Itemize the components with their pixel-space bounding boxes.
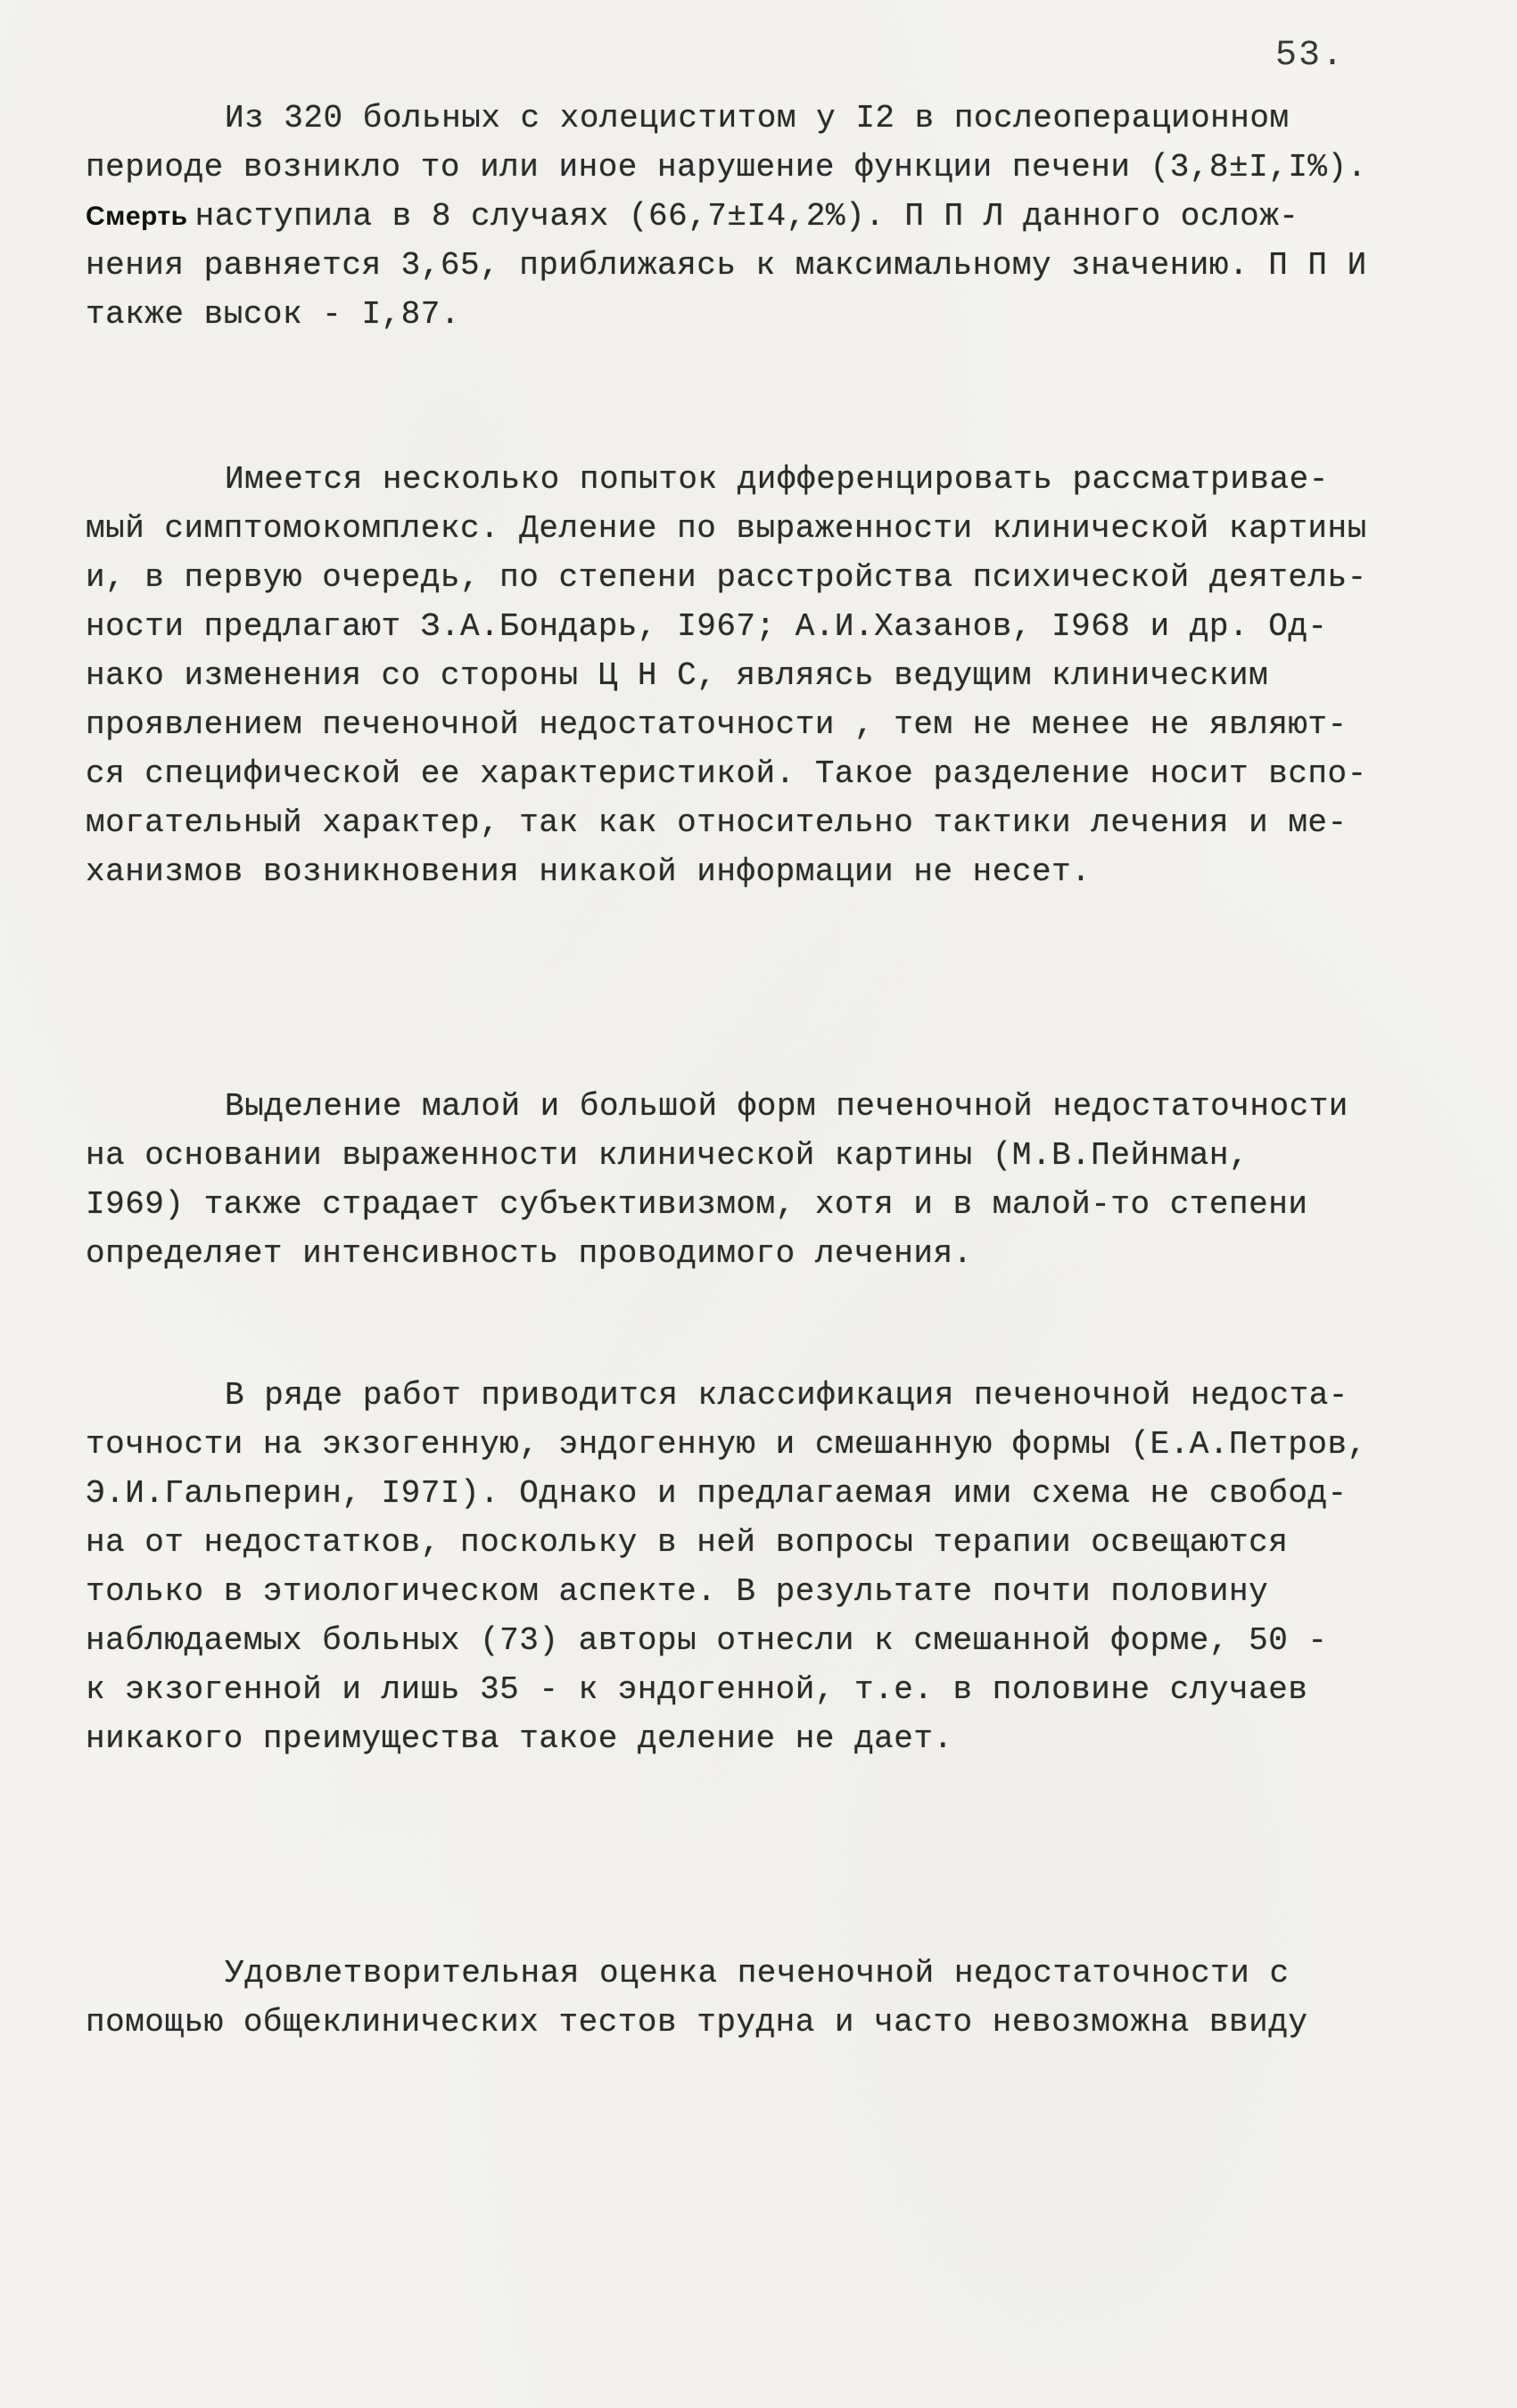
- text-line: Удовлетворительная оценка печеночной недостаточности с: [225, 1955, 1290, 1992]
- text-line: Э.И.Гальперин, I97I). Однако и предлагаемая ими схема не свобод-: [86, 1475, 1348, 1512]
- text-line: проявлением печеночной недостаточности , тем не менее не являют-: [86, 706, 1348, 743]
- text-line: и, в первую очередь, по степени расстройства психической деятель-: [86, 559, 1367, 596]
- text-line: точности на экзогенную, эндогенную и смешанную формы (Е.А.Петров,: [86, 1426, 1367, 1463]
- text-line: на основании выраженности клинической картины (М.В.Пейнман,: [86, 1137, 1249, 1174]
- text-line: на от недостатков, поскольку в ней вопросы терапии освещаются: [86, 1524, 1289, 1561]
- text-line: мый симптомокомплекс. Деление по выраженности клинической картины: [86, 510, 1367, 547]
- text-line: Имеется несколько попыток дифференцировать рассматривае-: [225, 461, 1329, 498]
- text-line: ханизмов возникновения никакой информации не несет.: [86, 854, 1092, 890]
- text-line: также высок - I,87.: [86, 296, 460, 333]
- text-line-content: наступила в 8 случаях (66,7±I4,2%). П П Л данного ослож-: [194, 198, 1299, 235]
- paragraph-5: [86, 1949, 1432, 2047]
- text-line: В ряде работ приводится классификация печеночной недоста-: [225, 1377, 1348, 1414]
- text-line: помощью общеклинических тестов трудна и часто невозможна ввиду: [86, 2004, 1308, 2041]
- text-line: только в этиологическом аспекте. В результате почти половину: [86, 1573, 1269, 1610]
- text-line: периоде возникло то или иное нарушение функции печени (3,8±I,I%).: [86, 149, 1367, 186]
- text-line: [86, 192, 1432, 241]
- text-line: определяет интенсивность проводимого лечения.: [86, 1235, 973, 1272]
- text-line: к экзогенной и лишь 35 - к эндогенной, т.е. в половине случаев: [86, 1671, 1308, 1708]
- text-line: ности предлагают З.А.Бондарь, I967; А.И.Хазанов, I968 и др. Од-: [86, 608, 1328, 645]
- text-line: Из 320 больных с холециститом у I2 в послеоперационном: [225, 100, 1290, 136]
- page-number: 53.: [1275, 36, 1346, 76]
- text-line: ся специфической ее характеристикой. Такое разделение носит вспо-: [86, 755, 1367, 792]
- paragraph-4: [86, 1371, 1432, 1763]
- text-line: нения равняется 3,65, приближаясь к максимальному значению. П П И: [86, 247, 1367, 284]
- text-line: I969) также страдает субъективизмом, хотя и в малой-то степени: [86, 1186, 1308, 1223]
- text-line: нако изменения со стороны Ц Н С, являясь ведущим клиническим: [86, 657, 1269, 694]
- paragraph-2: [86, 455, 1432, 896]
- text-line: наблюдаемых больных (73) авторы отнесли к смешанной форме, 50 -: [86, 1622, 1328, 1659]
- text-line: никакого преимущества такое деление не дает.: [86, 1720, 953, 1757]
- handwritten-insert: Смерть: [86, 202, 188, 231]
- text-line: могательный характер, так как относительно тактики лечения и ме-: [86, 804, 1348, 841]
- text-line: Выделение малой и большой форм печеночной недостаточности: [225, 1088, 1348, 1125]
- paragraph-3: [86, 1082, 1432, 1278]
- paragraph-1: [86, 94, 1432, 339]
